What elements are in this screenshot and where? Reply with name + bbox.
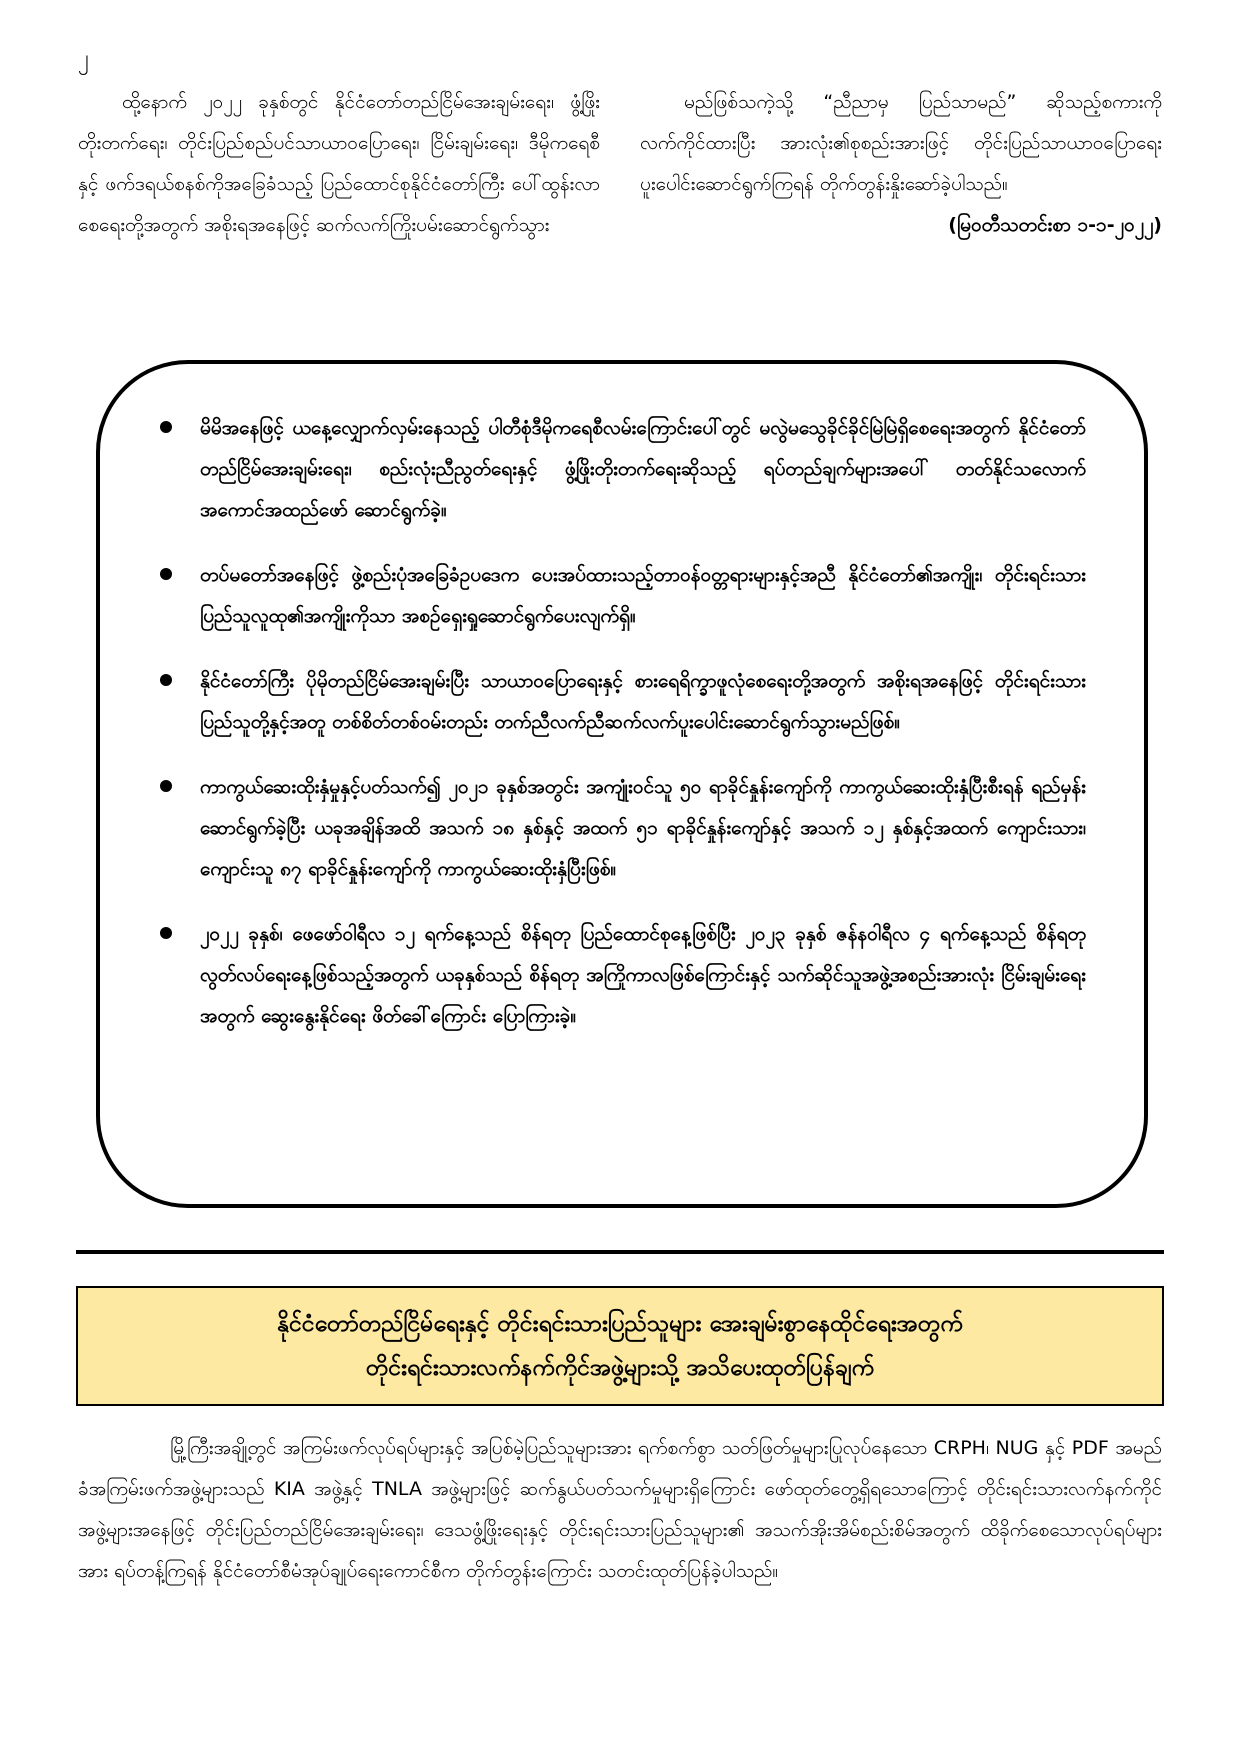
section-divider [76, 1250, 1164, 1254]
section-heading-box [76, 1286, 1164, 1406]
bullet-icon [160, 674, 172, 686]
highlight-text: ၂၀၂၂ ခုနှစ်၊ ဖေဖော်ဝါရီလ ၁၂ ရက်နေ့သည် စိန်ရတု ပြည်ထောင်စုနေ့ဖြစ်ပြီး ၂၀၂၃ ခုနှစ် ဇန်နဝါရီလ ၄ ရက်နေ့သည် စိန်ရတုလွတ်လပ်ရေးနေ့ဖြစ်သည့်အတွက် ယခုနှစ်သည် စိန်ရတု အကြိုကာလဖြစ်ကြောင်းနှင့် သက်ဆိုင်သူအဖွဲ့အစည်းအားလုံး ငြိမ်းချမ်းရေးအတွက် ဆွေးနွေးနိုင်ရေး ဖိတ်ခေါ်ကြောင်း ပြောကြားခဲ့။ [200, 923, 1086, 1027]
highlight-text: ကာကွယ်ဆေးထိုးနှံမှုနှင့်ပတ်သက်၍ ၂၀၂၁ ခုနှစ်အတွင်း အကျုံးဝင်သူ ၅၀ ရာခိုင်နှုန်းကျော်ကို ကာကွယ်ဆေးထိုးနှံပြီးစီးရန် ရည်မှန်းဆောင်ရွက်ခဲ့ပြီး ယခုအချိန်အထိ အသက် ၁၈ နှစ်နှင့် အထက် ၅၁ ရာခိုင်နှုန်းကျော်နှင့် အသက် ၁၂ နှစ်နှင့်အထက် ကျောင်းသား၊ ကျောင်းသူ ၈၇ ရာခိုင်နှုန်းကျော်ကို ကာကွယ်ဆေးထိုးနှံပြီးဖြစ်။ [200, 776, 1086, 880]
section-heading-line-1: နိုင်ငံတော်တည်ငြိမ်ရေးနှင့် တိုင်းရင်းသားပြည်သူများ အေးချမ်းစွာနေထိုင်ရေးအတွက် [277, 1311, 963, 1337]
highlights-box [96, 360, 1148, 1208]
highlight-text: တပ်မတော်အနေဖြင့် ဖွဲ့စည်းပုံအခြေခံဥပဒေက ပေးအပ်ထားသည့်တာဝန်ဝတ္တရားများနှင့်အညီ နိုင်ငံတော်၏အကျိုး၊ တိုင်းရင်းသားပြည်သူလူထု၏အကျိုးကိုသာ အစဉ်ရှေးရှုဆောင်ရွက်ပေးလျက်ရှိ။ [200, 564, 1086, 627]
page-number: ၂ [78, 46, 89, 71]
highlight-item [160, 767, 1086, 890]
left-paragraph: ထို့နောက် ၂၀၂၂ ခုနှစ်တွင် နိုင်ငံတော်တည်ငြိမ်အေးချမ်းရေး၊ ဖွံ့ဖြိုးတိုးတက်ရေး၊ တိုင်းပြည်စည်ပင်သာယာဝပြောရေး၊ ငြိမ်းချမ်းရေး၊ ဒီမိုကရေစီနှင့် ဖက်ဒရယ်စနစ်ကိုအခြေခံသည့် ပြည်ထောင်စုနိုင်ငံတော်ကြီး ပေါ်ထွန်းလာစေရေးတို့အတွက် အစိုးရအနေဖြင့် ဆက်လက်ကြိုးပမ်းဆောင်ရွက်သွား [78, 91, 600, 236]
highlight-item [160, 661, 1086, 743]
highlights-list [160, 408, 1086, 1037]
section-heading-line-2: တိုင်းရင်းသားလက်နက်ကိုင်အဖွဲ့များသို့ အသိပေးထုတ်ပြန်ချက် [365, 1355, 875, 1381]
left-column [78, 82, 600, 246]
bullet-icon [160, 568, 172, 580]
highlight-text: မိမိအနေဖြင့် ယနေ့လျှောက်လှမ်းနေသည့် ပါတီစုံဒီမိုကရေစီလမ်းကြောင်းပေါ်တွင် မလွဲမသွေခိုင်ခိုင်မြဲမြဲရှိစေရေးအတွက် နိုင်ငံတော်တည်ငြိမ်အေးချမ်းရေး၊ စည်းလုံးညီညွတ်ရေးနှင့် ဖွံ့ဖြိုးတိုးတက်ရေးဆိုသည့် ရပ်တည်ချက်များအပေါ် တတ်နိုင်သလောက် အကောင်အထည်ဖော် ဆောင်ရွက်ခဲ့။ [200, 417, 1086, 521]
highlight-item [160, 914, 1086, 1037]
highlight-item [160, 555, 1086, 637]
highlight-text: နိုင်ငံတော်ကြီး ပိုမိုတည်ငြိမ်အေးချမ်းပြီး သာယာဝပြောရေးနှင့် စားရေရိက္ခာဖူလုံစေရေးတို့အတွက် အစိုးရအနေဖြင့် တိုင်းရင်းသားပြည်သူတို့နှင့်အတူ တစ်စိတ်တစ်ဝမ်းတည်း တက်ညီလက်ညီဆက်လက်ပူးပေါင်းဆောင်ရွက်သွားမည်ဖြစ်။ [200, 670, 1086, 733]
right-column [640, 82, 1162, 246]
statement-paragraph: မြို့ကြီးအချို့တွင် အကြမ်းဖက်လုပ်ရပ်များနှင့် အပြစ်မဲ့ပြည်သူများအား ရက်စက်စွာ သတ်ဖြတ်မှုများပြုလုပ်နေသော CRPH၊ NUG နှင့် PDF အမည်ခံအကြမ်းဖက်အဖွဲ့များသည် KIA အဖွဲ့နှင့် TNLA အဖွဲ့များဖြင့် ဆက်နွယ်ပတ်သက်မှုများရှိကြောင်း ဖော်ထုတ်တွေ့ရှိရသောကြောင့် တိုင်းရင်းသားလက်နက်ကိုင်အဖွဲ့များအနေဖြင့် တိုင်းပြည်တည်ငြိမ်အေးချမ်းရေး၊ ဒေသဖွံ့ဖြိုးရေးနှင့် တိုင်းရင်းသားပြည်သူများ၏ အသက်အိုးအိမ်စည်းစိမ်အတွက် ထိခိုက်စေသောလုပ်ရပ်များအား ရပ်တန့်ကြရန် နိုင်ငံတော်စီမံအုပ်ချုပ်ရေးကောင်စီက တိုက်တွန်းကြောင်း သတင်းထုတ်ပြန်ခဲ့ပါသည်။ [78, 1437, 1162, 1582]
top-section [78, 82, 1162, 246]
bullet-icon [160, 780, 172, 792]
source-citation: (မြဝတီသတင်းစာ ၁-၁-၂၀၂၂) [948, 214, 1162, 236]
bullet-icon [160, 927, 172, 939]
right-paragraph: မည်ဖြစ်သကဲ့သို့ “ညီညာမှ ပြည်သာမည်” ဆိုသည့်စကားကို လက်ကိုင်ထားပြီး အားလုံး၏စုစည်းအားဖြင့် တိုင်းပြည်သာယာဝပြောရေး ပူးပေါင်းဆောင်ရွက်ကြရန် တိုက်တွန်းနှိုးဆော်ခဲ့ပါသည်။ [640, 91, 1162, 195]
bullet-icon [160, 421, 172, 433]
highlight-item [160, 408, 1086, 531]
